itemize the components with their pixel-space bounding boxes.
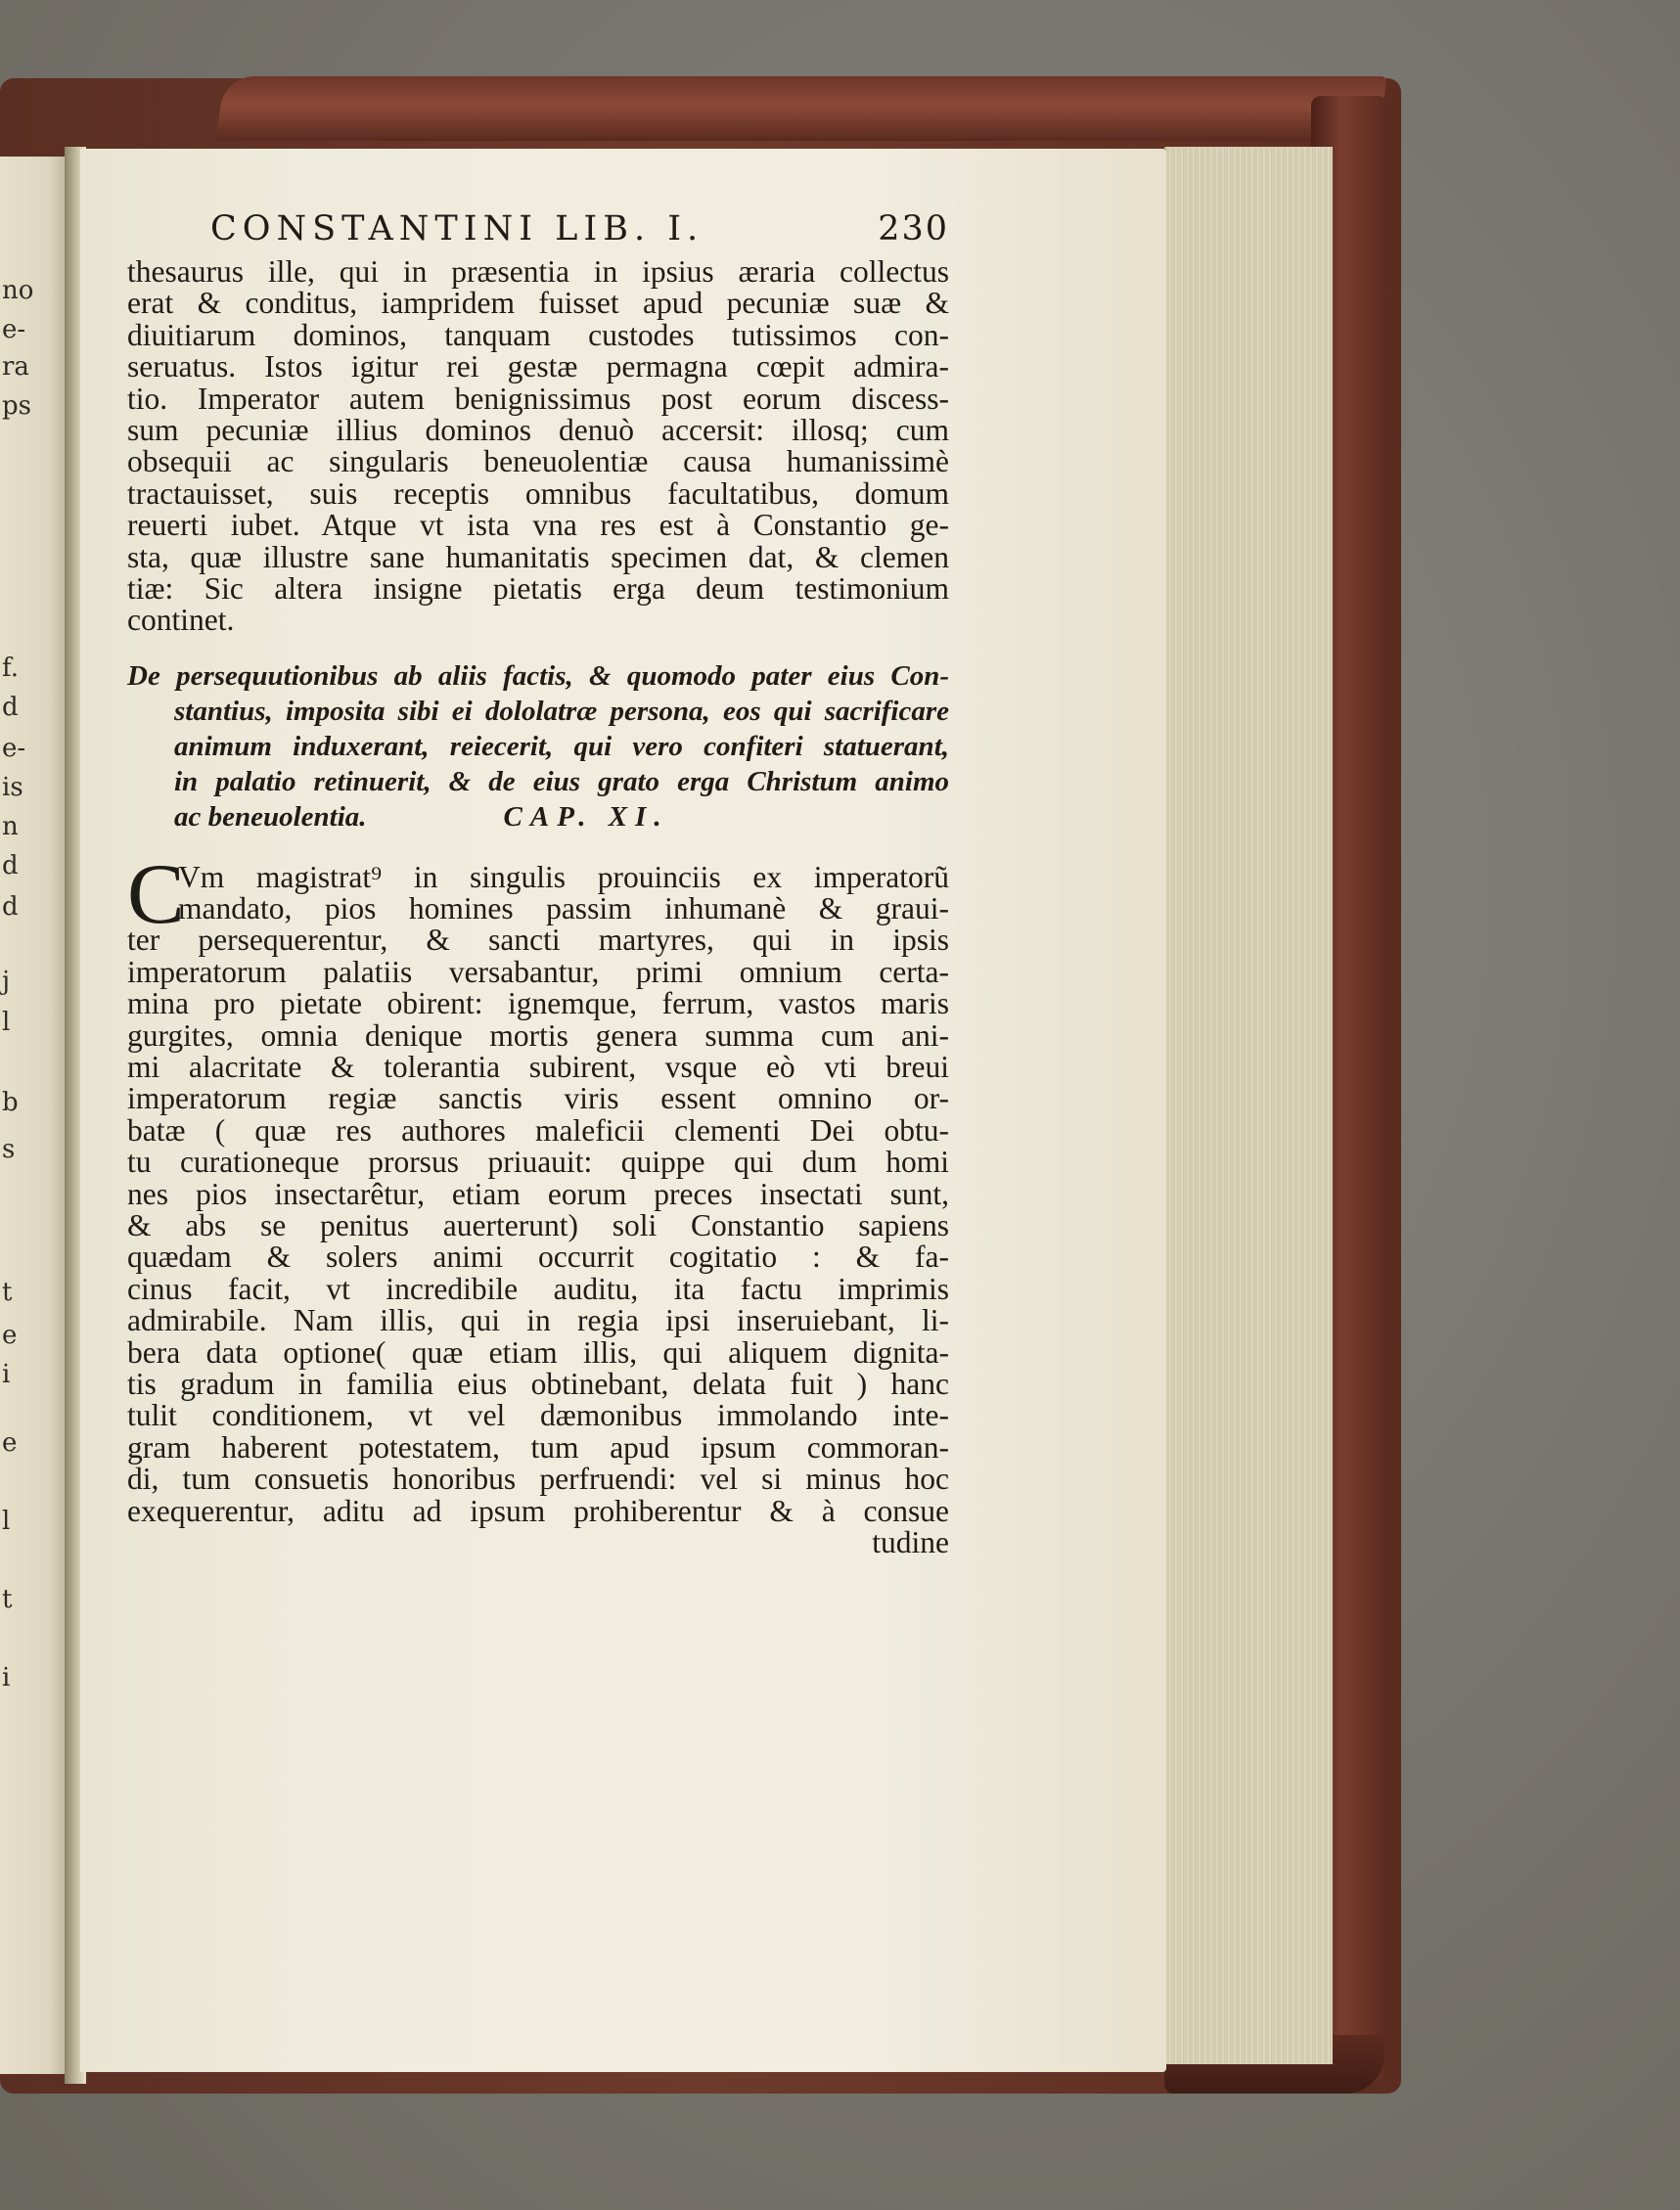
text-line: ter persequerentur, & sancti martyres, qui in ipsis	[127, 923, 949, 958]
left-fragment: e	[2, 1428, 18, 1458]
left-fragment: no	[2, 276, 34, 305]
text-line: exequerentur, aditu ad ipsum prohiberentur & à consue	[127, 1493, 949, 1528]
text-line: tiæ: Sic altera insigne pietatis erga deum testimonium	[127, 570, 949, 606]
page-number: 230	[878, 209, 949, 248]
left-fragment: d	[2, 693, 19, 722]
text-line: obsequii ac singularis beneuolentiæ causa humanissimè	[127, 444, 949, 479]
paragraph-continued	[127, 256, 949, 637]
left-fragment: j	[2, 967, 11, 996]
heading-line-final	[174, 799, 949, 834]
heading-line: De persequutionibus ab aliis factis, & quomodo pater eius Con-	[127, 659, 949, 692]
text-line: diuitiarum dominos, tanquam custodes tutissimos con-	[127, 317, 949, 352]
left-fragment: e	[2, 1321, 18, 1350]
left-fragment: ra	[2, 352, 29, 382]
text-line: mi alacritate & tolerantia subirent, vsque eò vti breui	[127, 1050, 949, 1085]
text-line: tractauisset, suis receptis omnibus facultatibus, domum	[127, 475, 949, 511]
left-fragment: i	[2, 1360, 11, 1389]
left-fragment: ps	[2, 391, 31, 421]
heading-line: animum induxerant, reiecerit, qui vero confiteri statuerant,	[174, 730, 949, 762]
book-top-board	[215, 76, 1386, 141]
chapter-heading	[127, 658, 949, 834]
left-fragment: d	[2, 892, 19, 922]
text-line: erat & conditus, iampridem fuisset apud pecuniæ suæ &	[127, 286, 949, 321]
text-line: quædam & solers animi occurrit cogitatio : & fa-	[127, 1240, 949, 1275]
text-line: continet.	[127, 603, 235, 638]
text-line: seruatus. Istos igitur rei gestæ permagna cœpit admira-	[127, 349, 949, 384]
heading-line: ac beneuolentia.	[174, 800, 367, 833]
running-head	[210, 209, 949, 252]
left-fragment: s	[2, 1135, 16, 1164]
text-line: di, tum consuetis honoribus perfruendi: vel si minus hoc	[127, 1462, 949, 1497]
left-fragment: n	[2, 812, 19, 841]
text-line: & abs se penitus auerterunt) soli Constantio sapiens	[127, 1207, 949, 1242]
text-line: batæ ( quæ res authores maleficii clementi Dei obtu-	[127, 1112, 949, 1148]
text-line: imperatorum regiæ sanctis viris essent omnino or-	[127, 1081, 949, 1116]
page-block-edges	[1164, 147, 1333, 2064]
text-line: sta, quæ illustre sane humanitatis specimen dat, & clemen	[127, 539, 949, 574]
text-line: admirabile. Nam illis, qui in regia ipsi inseruiebant, li-	[127, 1303, 949, 1338]
text-line: Vm magistrat⁹ in singulis prouinciis ex imperatorũ	[178, 859, 949, 894]
text-line: mandato, pios homines passim inhumanè & graui-	[178, 891, 949, 926]
left-fragment: f.	[2, 654, 19, 683]
text-line: sum pecuniæ illius dominos denuò accersit: illosq; cum	[127, 412, 949, 447]
text-line: gurgites, omnia denique mortis genera summa cum ani-	[127, 1017, 949, 1053]
left-fragment: i	[2, 1663, 11, 1692]
text-line: mina pro pietate obirent: ignemque, ferrum, vastos maris	[127, 986, 949, 1021]
left-fragment: l	[2, 1008, 11, 1037]
drop-cap: C	[127, 846, 185, 942]
text-line: nes pios insectarêtur, etiam eorum preces insectati sunt,	[127, 1176, 949, 1211]
left-fragment: t	[2, 1278, 13, 1307]
text-line: gram haberent potestatem, tum apud ipsum commoran-	[127, 1429, 949, 1465]
catchword: tudine	[872, 1524, 949, 1559]
left-page-text-fragments	[0, 157, 59, 2074]
text-line: tis gradum in familia eius obtinebant, delata fuit ) hanc	[127, 1366, 949, 1401]
chapter-paragraph	[127, 846, 949, 1559]
left-fragment: e-	[2, 315, 26, 344]
left-fragment: d	[2, 851, 19, 880]
text-line: cinus facit, vt incredibile auditu, ita factu imprimis	[127, 1271, 949, 1306]
left-fragment: b	[2, 1088, 19, 1117]
text-line: tulit conditionem, vt vel dæmonibus immolando inte-	[127, 1398, 949, 1433]
text-line: bera data optione( quæ etiam illis, qui aliquem dignita-	[127, 1334, 949, 1370]
heading-line: stantius, imposita sibi ei dololatræ persona, eos qui sacrificare	[174, 695, 949, 727]
left-fragment: is	[2, 773, 23, 802]
left-fragment: t	[2, 1585, 13, 1614]
text-line: thesaurus ille, qui in præsentia in ipsius æraria collectus	[127, 254, 949, 289]
chapter-label: CAP. XI.	[503, 800, 669, 833]
text-line: tu curationeque prorsus priuauit: quippe qui dum homi	[127, 1145, 949, 1180]
page-text-block	[127, 209, 949, 1558]
text-line: imperatorum palatiis versabantur, primi omnium certa-	[127, 954, 949, 989]
heading-line: in palatio retinuerit, & de eius grato erga Christum animo	[174, 765, 949, 797]
left-fragment: l	[2, 1507, 11, 1536]
running-head-title: CONSTANTINI LIB. I.	[210, 209, 704, 248]
text-line: reuerti iubet. Atque vt ista vna res est à Constantio ge-	[127, 508, 949, 543]
left-fragment: e-	[2, 734, 26, 763]
text-line: tio. Imperator autem benignissimus post eorum discess-	[127, 381, 949, 416]
